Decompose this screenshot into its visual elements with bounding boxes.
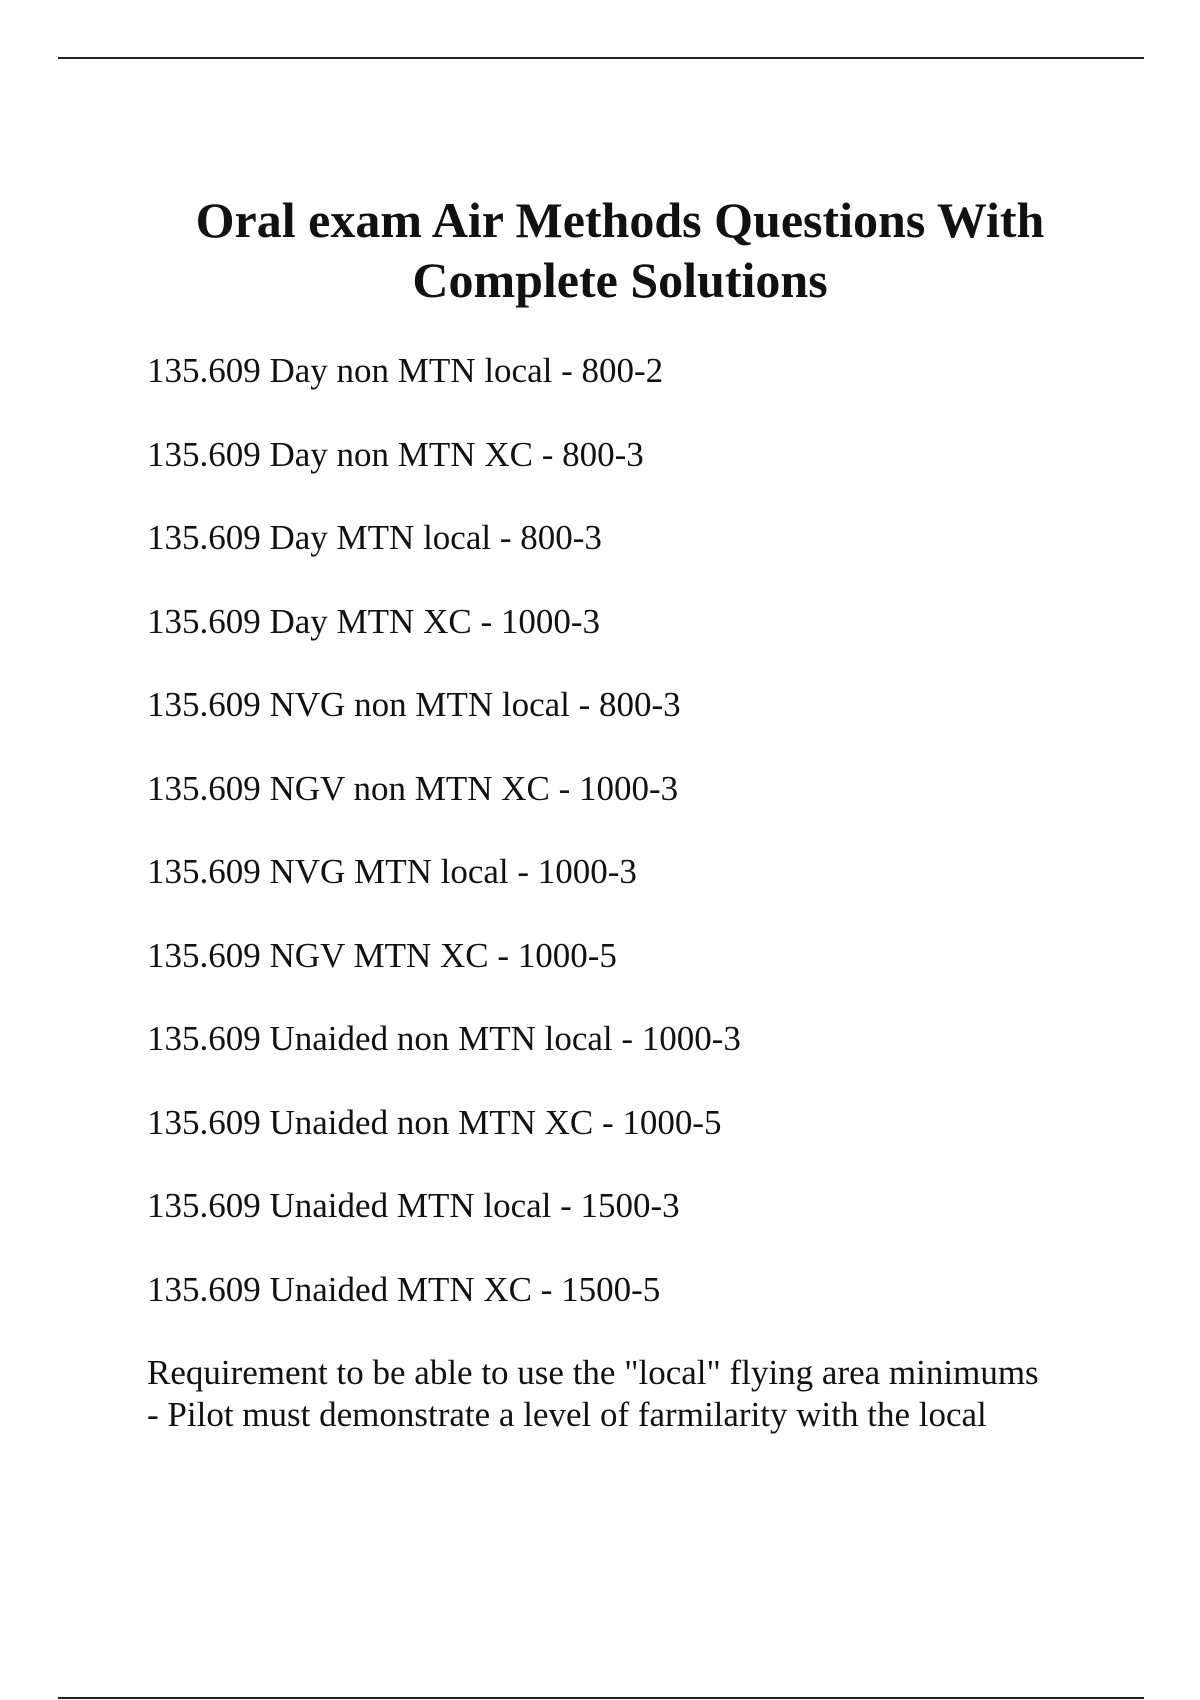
- bottom-rule: [58, 1697, 1144, 1699]
- list-item: 135.609 Day non MTN XC - 800-3: [147, 434, 644, 474]
- list-item: 135.609 NVG MTN local - 1000-3: [147, 852, 637, 891]
- list-item: 135.609 Unaided non MTN local - 1000-3: [147, 1019, 741, 1058]
- document-title: [100, 190, 1140, 310]
- list-item: 135.609 NGV MTN XC - 1000-5: [147, 935, 617, 975]
- list-item: 135.609 Day MTN local - 800-3: [147, 518, 602, 557]
- list-item: 135.609 NGV non MTN XC - 1000-3: [147, 768, 679, 808]
- list-item: 135.609 Unaided MTN local - 1500-3: [147, 1186, 680, 1225]
- title-line-2: Complete Solutions: [412, 252, 828, 308]
- list-item: 135.609 Day non MTN local - 800-2: [147, 351, 664, 390]
- list-item: 135.609 Unaided MTN XC - 1500-5: [147, 1269, 661, 1309]
- minimums-list: [147, 351, 1147, 1353]
- note-line-1: Requirement to be able to use the "local" flying area minimums: [147, 1353, 1039, 1392]
- top-rule: [58, 57, 1144, 59]
- list-item: 135.609 NVG non MTN local - 800-3: [147, 685, 681, 724]
- title-line-1: Oral exam Air Methods Questions With: [195, 192, 1045, 248]
- note-line-2: - Pilot must demonstrate a level of farmilarity with the local: [147, 1395, 987, 1434]
- list-item: 135.609 Day MTN XC - 1000-3: [147, 601, 601, 641]
- list-item: 135.609 Unaided non MTN XC - 1000-5: [147, 1102, 722, 1142]
- requirement-note: [147, 1352, 1147, 1436]
